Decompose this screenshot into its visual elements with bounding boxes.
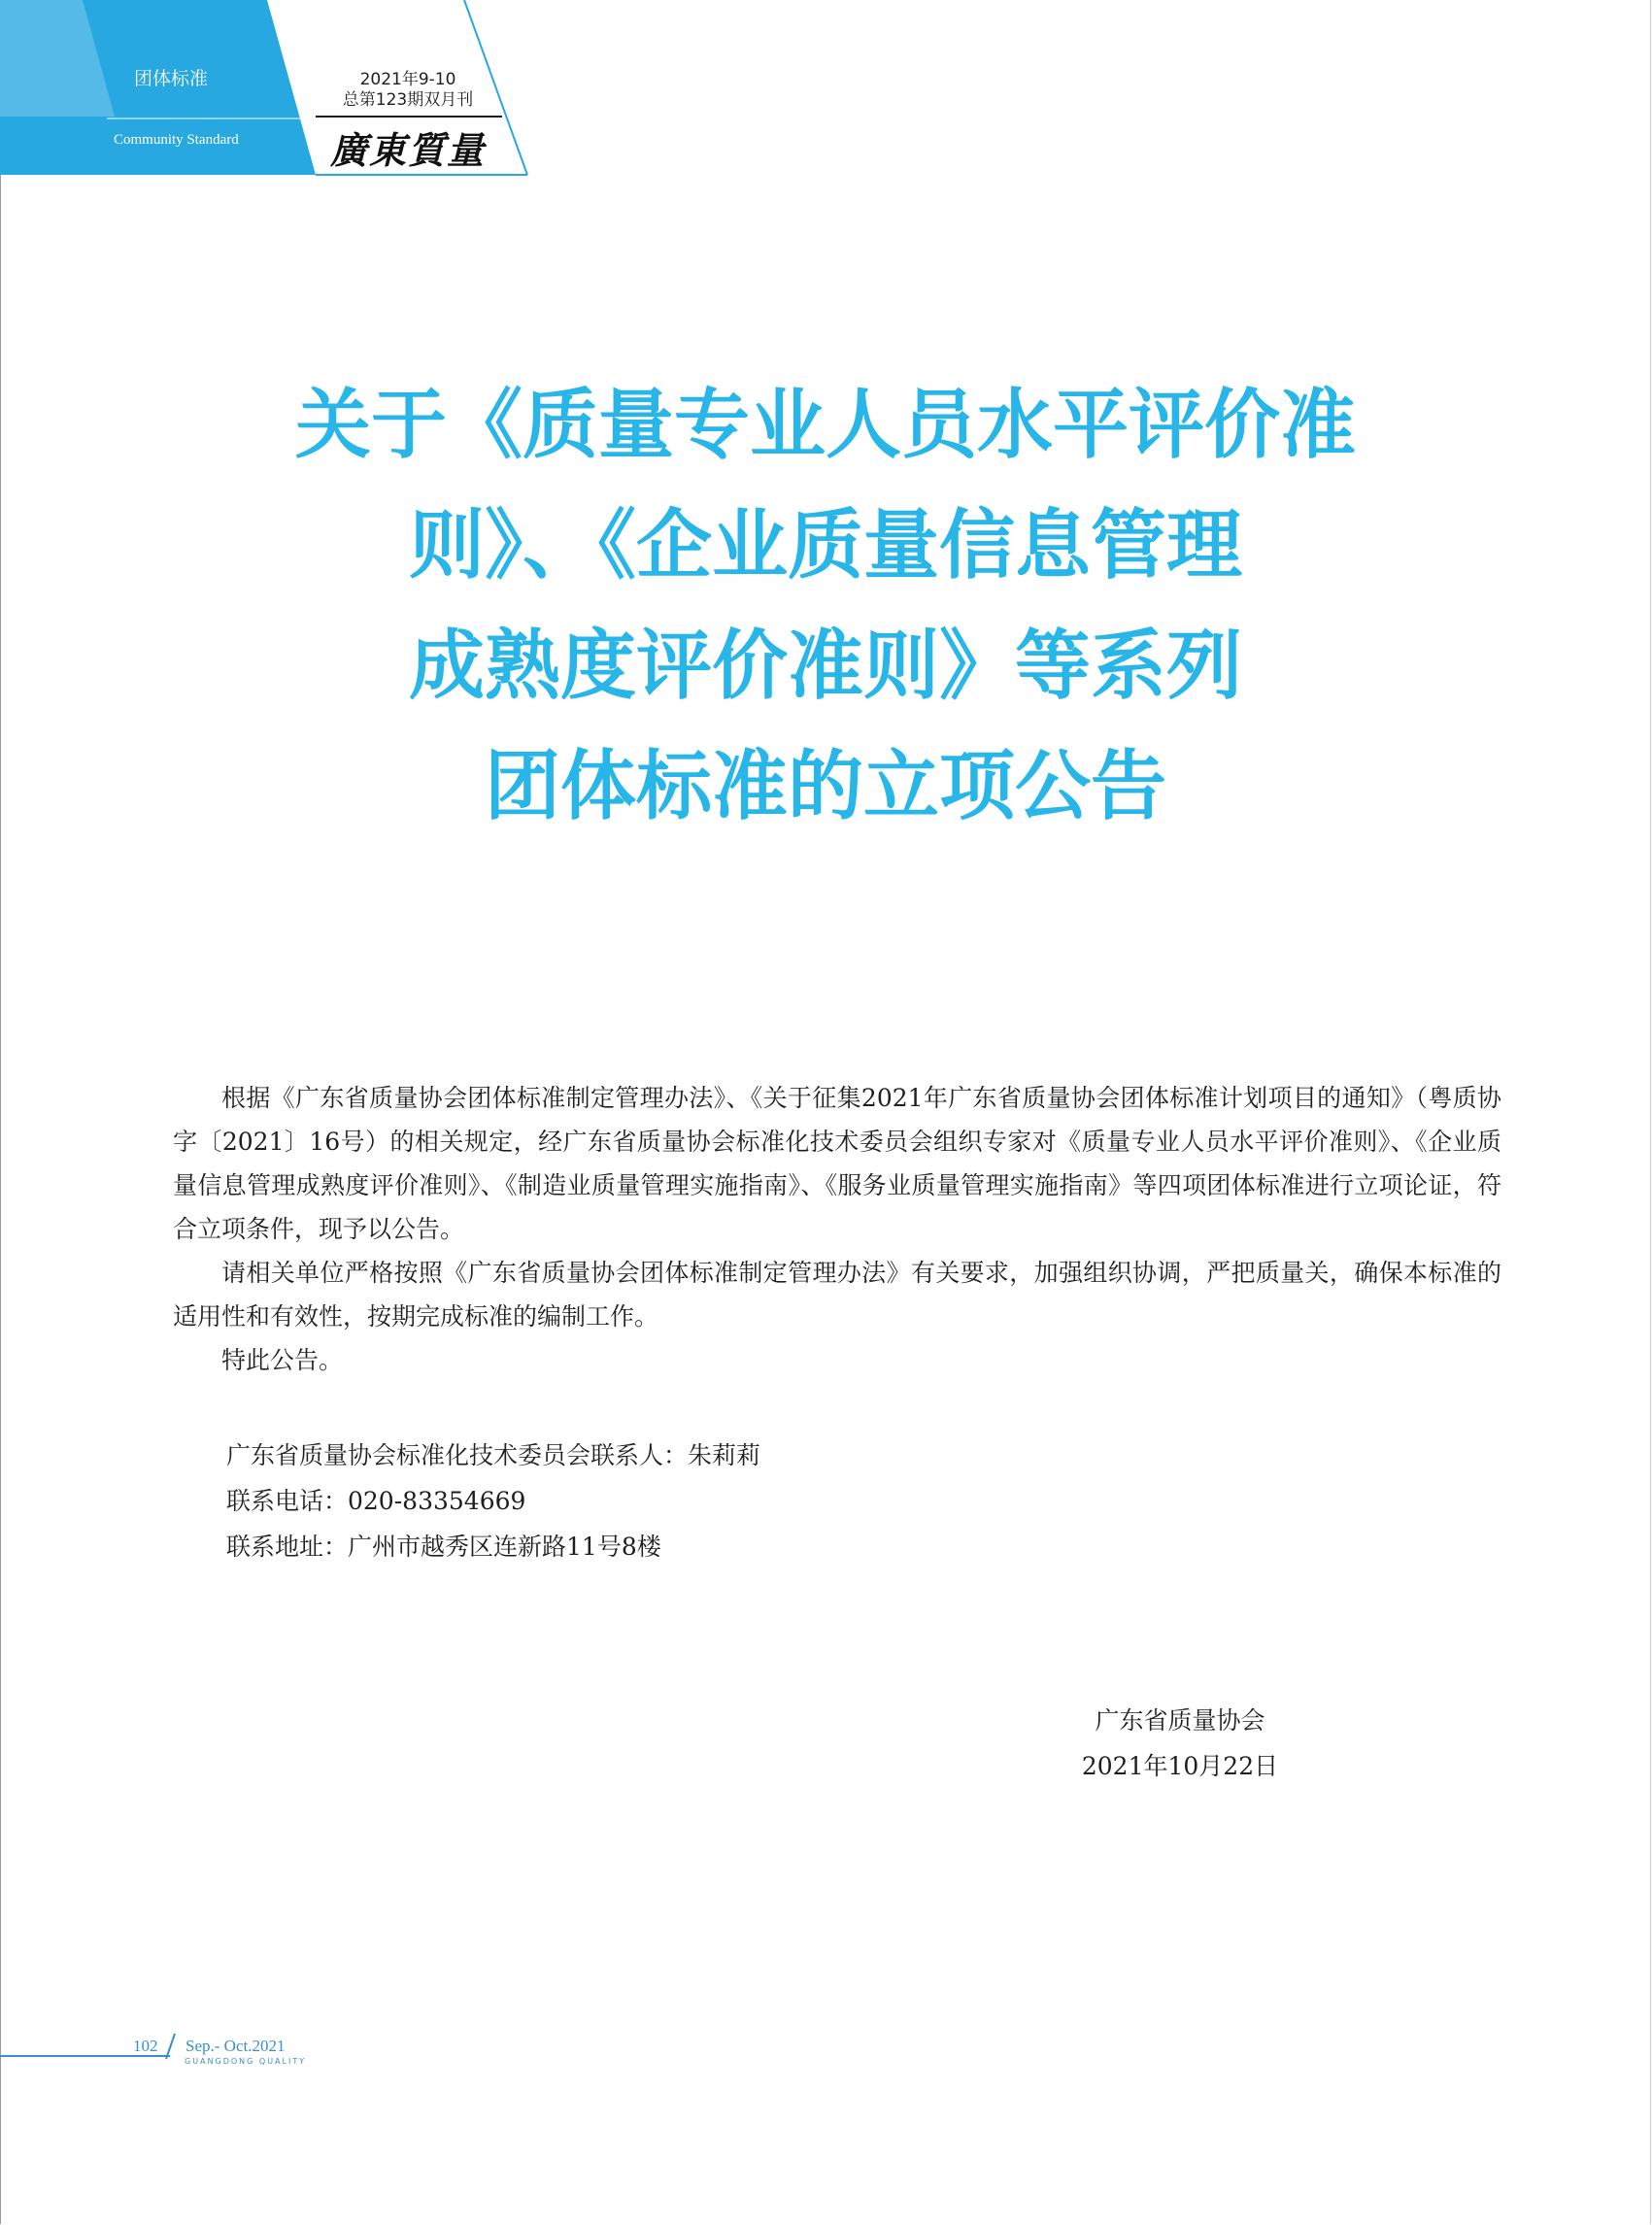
signature-date: 2021年10月22日 xyxy=(1081,1752,1279,1780)
contact-info xyxy=(226,1433,760,1569)
body-paragraph-1: 根据《广东省质量协会团体标准制定管理办法》、《关于征集2021年广东省质量协会团体标准计划项目的通知》（粤质协字〔2021〕16号）的相关规定，经广东省质量协会标准化技术委员会组织专家对《质量专业人员水平评价准则》、《企业质量信息管理成熟度评价准则》、《制造业质量管理实施指南》、《服务业质量管理实施指南》等四项团体标准进行立项论证，符合立项条件，现予以公告。 xyxy=(173,1084,1501,1243)
contact-person: 广东省质量协会标准化技术委员会联系人：朱莉莉 xyxy=(226,1441,761,1469)
signature-block xyxy=(1054,1698,1306,1789)
title-line-1: 关于《质量专业人员水平评价准 xyxy=(294,382,1356,469)
magazine-logo: 廣東質量 xyxy=(330,128,487,172)
footer-date: Sep.- Oct.2021 xyxy=(185,2037,286,2055)
title-line-3: 成熟度评价准则》等系列 xyxy=(408,623,1242,710)
section-label-en: Community Standard xyxy=(114,132,239,148)
issue-info xyxy=(311,70,505,111)
contact-phone: 联系电话：020-83354669 xyxy=(226,1487,526,1515)
signature-org: 广东省质量协会 xyxy=(1095,1706,1265,1735)
footer-brand: GUANGDONG QUALITY xyxy=(185,2057,307,2066)
announcement-body xyxy=(173,1076,1501,1382)
footer-slash xyxy=(166,2034,175,2059)
title-line-2: 则》、《企业质量信息管理 xyxy=(408,502,1242,590)
contact-address: 联系地址：广州市越秀区连新路11号8楼 xyxy=(226,1533,661,1561)
section-label: 团体标准 xyxy=(134,68,209,89)
body-paragraph-3: 特此公告。 xyxy=(221,1346,344,1374)
issue-date: 2021年9-10 xyxy=(359,70,456,89)
page-number: 102 xyxy=(133,2037,158,2055)
body-paragraph-2: 请相关单位严格按照《广东省质量协会团体标准制定管理办法》有关要求，加强组织协调，严把质量关，确保本标准的适用性和有效性，按期完成标准的编制工作。 xyxy=(173,1259,1501,1331)
issue-number: 总第123期双月刊 xyxy=(342,90,474,110)
page-title xyxy=(146,365,1505,847)
title-line-4: 团体标准的立项公告 xyxy=(484,743,1166,830)
